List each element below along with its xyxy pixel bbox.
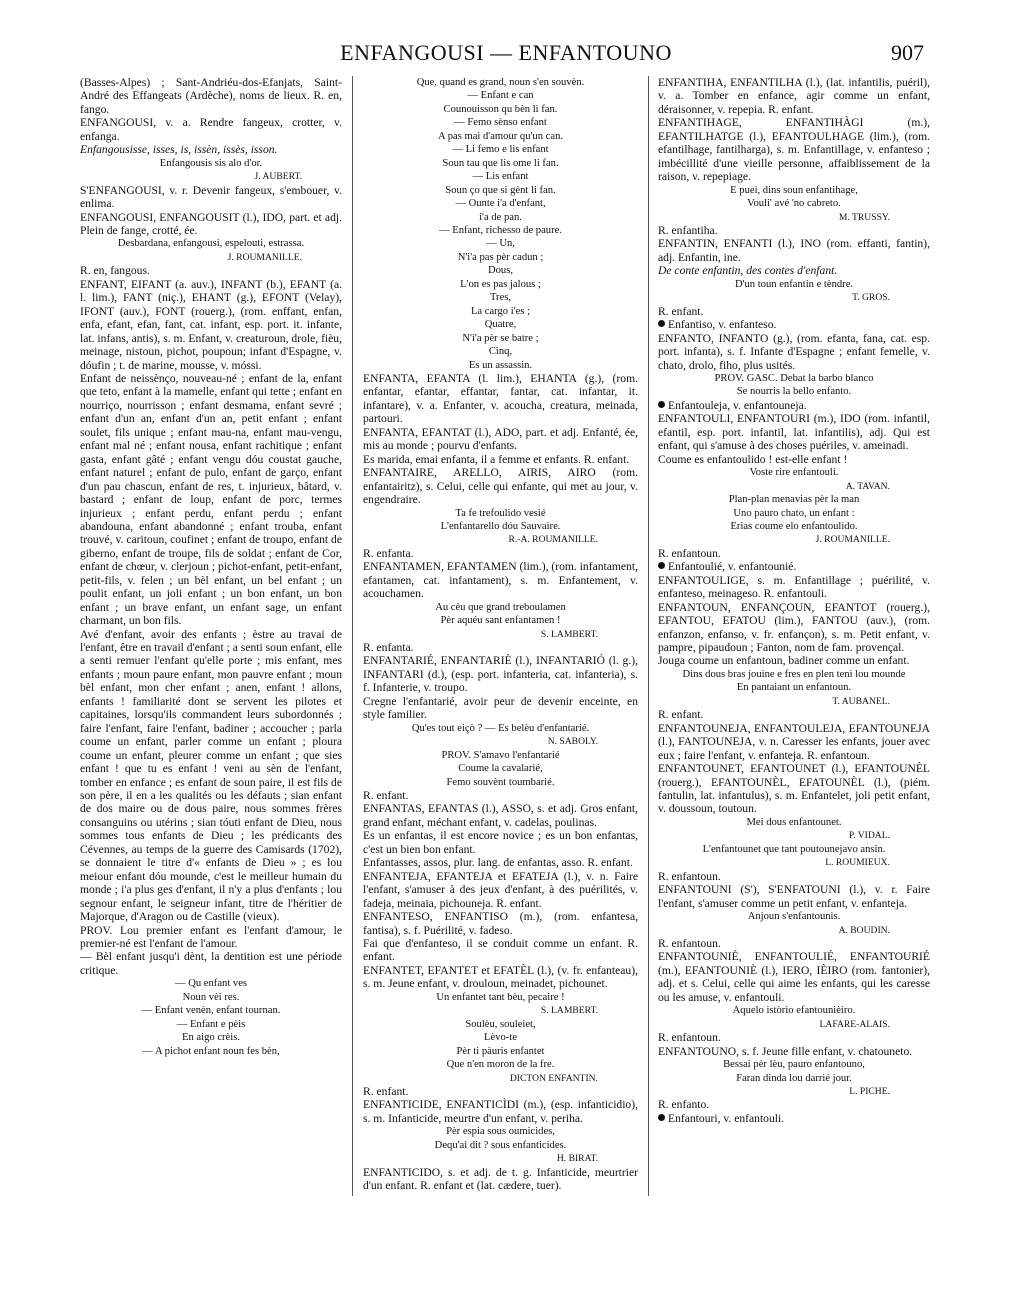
entry-text: Jouga coume un enfantoun, badiner comme un enfant.	[658, 654, 910, 668]
entry-text: Se nourris la bello enfanto.	[736, 386, 852, 398]
entry-line	[363, 359, 638, 372]
entry-text: Es un assassin.	[468, 359, 533, 371]
entry-line	[80, 924, 342, 951]
entry-text: — Bèl enfant jusqu'i dènt, la dentition est une période critique.	[80, 950, 342, 977]
entry-line	[658, 305, 930, 318]
entry-line	[363, 964, 638, 991]
entry-text: Desbardana, enfangousi, espelouti, estrassa.	[117, 238, 305, 250]
text-column-right	[658, 76, 930, 1226]
entry-text: R. enfanta.	[363, 641, 414, 655]
entry-line	[363, 762, 638, 775]
entry-line	[363, 1058, 638, 1071]
entry-text: Au cèu que grand treboulamen	[435, 601, 566, 613]
entry-text: — Enfant venèn, enfant tournan.	[141, 1005, 281, 1017]
entry-line	[363, 654, 638, 694]
entry-text: Lèvo-te	[484, 1032, 517, 1044]
entry-line	[363, 237, 638, 250]
entry-line	[80, 950, 342, 977]
entry-text: R. en, fangous.	[80, 264, 150, 278]
entry-line	[658, 601, 930, 655]
entry-line	[80, 184, 342, 211]
entry-line	[363, 453, 638, 466]
entry-text: Ta fe trefoulido vesié	[455, 507, 546, 519]
entry-text: Aquelo istòrio efantounièiro.	[732, 1005, 856, 1017]
entry-text: L'enfantarello dóu Sauvaire.	[440, 520, 561, 532]
entry-text: Soulèu, souleiet,	[465, 1018, 536, 1030]
entry-text: Soun tau que lis ome li fan.	[442, 157, 559, 169]
entry-line	[658, 520, 930, 533]
entry-text: Enfantouri, v. enfantouli.	[668, 1111, 785, 1125]
entry-line	[363, 560, 638, 600]
entry-text: Mei dous enfantounet.	[746, 816, 842, 828]
entry-text: Tres,	[489, 292, 512, 304]
entry-text: (Basses-Alpes) ; Sant-Andriéu-dos-Efanjats, Saint-André des Effangeats (Ardèche), noms de lieux. R. en, fango.	[80, 76, 342, 116]
entry-text: J. AUBERT.	[254, 171, 302, 183]
entry-text: Cregne l'enfantarié, avoir peur de devenir enceinte, en style familier.	[363, 694, 638, 722]
entry-line	[658, 574, 930, 601]
entry-line	[363, 372, 638, 426]
entry-line	[658, 829, 930, 842]
entry-line	[80, 251, 342, 264]
entry-text: En pantaiant un enfantoun.	[736, 682, 852, 694]
entry-text: ENFANTOUNEJA, ENFANTOULEJA, EFANTOUNEJA (l.), FANTOUNEJA, v. n. Caresser les enfants, jouer avec eux ; faire l'enfant, v. enfanteja. R. enfantoun.	[658, 721, 930, 762]
entry-text: M. TRUSSY.	[838, 211, 890, 223]
entry-text: ENFANTOUN, ENFANÇOUN, EFANTOT (rouerg.), EFANTOU, EFATOU (lim.), FANTOU (auv.), (rom. enfanzon, enfanso, v. fr. enfançon), s. m. Petit enfant, v. pampre, pipaudoun ; Fanton, nom de fam. provençal.	[658, 600, 930, 655]
entry-line	[658, 924, 930, 937]
entry-line	[658, 466, 930, 479]
entry-text: ENFANTOULI, ENFANTOURI (m.), IDO (rom. infantil, efantil, esp. port. infantil, lat. infantilis), adj. Qui est enfant, qui s'amuse à des choses puériles, v. ameinadi.	[658, 412, 930, 453]
entry-line	[363, 628, 638, 641]
entry-text: H. BIRAT.	[556, 1153, 598, 1165]
entry-text: — A pichot enfant noun fes bèn,	[142, 1045, 280, 1057]
entry-text: Pèr espia sous oumicides,	[446, 1126, 555, 1138]
entry-line	[363, 520, 638, 533]
entry-text: De conte enfantin, des contes d'enfant.	[658, 264, 838, 278]
entry-text: S. LAMBERT.	[540, 628, 598, 640]
entry-line	[658, 843, 930, 856]
entry-line	[363, 264, 638, 277]
entry-text: ENFANTEJA, EFANTEJA et EFATEJA (l.), v. n. Faire l'enfant, s'amuser à des jeux d'enfant, à des puérilités, v. fadeja, meinaia, pichouneja. R. enfant.	[363, 869, 638, 910]
entry-line	[363, 332, 638, 345]
entry-line	[80, 278, 342, 372]
entry-line	[658, 197, 930, 210]
entry-line	[363, 291, 638, 304]
entry-line	[363, 318, 638, 331]
entry-text: — Lis enfant	[472, 171, 529, 183]
entry-line	[658, 668, 930, 681]
entry-text: Es marida, emai enfanta, il a femme et enfants. R. enfant.	[363, 452, 630, 466]
entry-line	[80, 372, 342, 628]
entry-text: R. enfant.	[363, 789, 409, 803]
entry-text: Quatre,	[484, 319, 517, 331]
entry-line	[658, 412, 930, 452]
text-column-middle	[363, 76, 638, 1226]
entry-line	[658, 533, 930, 546]
entry-line	[363, 870, 638, 910]
entry-line	[658, 1098, 930, 1111]
entry-line	[363, 601, 638, 614]
entry-line	[363, 1166, 638, 1193]
entry-line	[658, 211, 930, 224]
entry-line	[658, 237, 930, 264]
entry-text: Anjoun s'enfantounis.	[747, 911, 841, 923]
entry-line	[658, 937, 930, 950]
entry-line	[363, 749, 638, 762]
entry-line	[80, 116, 342, 143]
entry-text: A pas mai d'amour qu'un can.	[437, 130, 564, 142]
entry-line	[80, 1031, 342, 1044]
entry-line	[658, 856, 930, 869]
entry-text: Enfangousis sis alo d'or.	[159, 157, 263, 169]
entry-line	[363, 1152, 638, 1165]
entry-line	[80, 157, 342, 170]
entry-text: — Enfant e pèis	[176, 1018, 246, 1030]
entry-text: R. enfantiha.	[658, 223, 718, 237]
page-number: 907	[891, 40, 924, 65]
entry-line	[658, 399, 930, 412]
entry-text: Es un enfantas, il est encore novice ; es un bon enfantas, c'est un bien bon enfant.	[363, 829, 638, 856]
entry-line	[80, 211, 342, 238]
entry-line	[658, 1058, 930, 1071]
entry-line	[658, 762, 930, 816]
entry-line	[363, 507, 638, 520]
entry-line	[80, 170, 342, 183]
entry-text: — Femo sènso enfant	[454, 117, 547, 129]
entry-text: Que, quand es grand, noun s'en souvèn.	[416, 77, 585, 88]
entry-text: Uno pauro chato, un enfant :	[733, 507, 855, 519]
entry-text: R. enfantoun.	[658, 1031, 721, 1045]
bullet-icon	[658, 320, 665, 327]
entry-line	[363, 547, 638, 560]
entry-text: Que n'en moron de la fre.	[446, 1059, 555, 1071]
entry-text: Vouli' avé 'no cabreto.	[747, 198, 841, 210]
entry-text: ENFANTOUNET, EFANTOUNET (l.), EFANTOUNÈL (rouerg.), EFANTOUNÈL, EFATOUNÈL (l.), (piém. fantulin, lat. infantulus), s. m. Enfantelet, joli petit enfant, v. doussoun, toutoun.	[658, 762, 930, 816]
entry-text: Faran dinda lou darrié jour.	[736, 1072, 852, 1084]
entry-line	[80, 1004, 342, 1017]
entry-text: ENFANTOULIGE, s. m. Enfantillage ; puérilité, v. enfanteso, meinageso. R. enfantouli.	[658, 573, 930, 601]
entry-text: Qu'es tout eiçò ? — Es belèu d'enfantarié.	[411, 722, 590, 734]
entry-line	[363, 1139, 638, 1152]
entry-text: — Li femo e lis enfant	[452, 144, 549, 156]
entry-line	[363, 1098, 638, 1125]
entry-text: Noun vèi res.	[182, 991, 240, 1003]
entry-text: — Qu enfant ves	[174, 978, 248, 990]
entry-text: A. TAVAN.	[845, 480, 890, 492]
entry-line	[658, 291, 930, 304]
entry-text: i'a de pan.	[479, 211, 522, 223]
entry-text: Dequ'ai dit ? sous enfanticides.	[434, 1139, 567, 1151]
entry-line	[363, 76, 638, 89]
entry-line	[363, 426, 638, 453]
entry-text: Dous,	[487, 265, 513, 277]
entry-line	[363, 735, 638, 748]
column-divider-left	[352, 76, 353, 1196]
entry-text: Cinq,	[488, 346, 513, 358]
entry-text: ENFANTICIDE, ENFANTICÌDI (m.), (esp. infanticidio), s. m. Infanticide, meurtre d'un enfant, v. periha.	[363, 1098, 638, 1125]
entry-line	[363, 789, 638, 802]
entry-line	[80, 143, 342, 156]
entry-text: Enfantouleja, v. enfantouneja.	[668, 398, 807, 412]
entry-line	[363, 533, 638, 546]
entry-line	[658, 184, 930, 197]
entry-line	[363, 251, 638, 264]
entry-text: ENFANTAIRE, ARELLO, AIRIS, AIRO (rom. enfantairitz), s. Celui, celle qui enfante, qui met au jour, v. engendraire.	[363, 466, 638, 507]
entry-line	[658, 76, 930, 116]
entry-text: ENFANTARIÉ, ENFANTARIÈ (l.), INFANTARIÓ (l. g.), INFANTARI (d.), (esp. port. infanteria, cat. infanteria), s. f. Infanterie, v. troupo.	[363, 654, 638, 695]
entry-text: ENFANTOUNI (S'), S'ENFATOUNI (l.), v. r. Faire l'enfant, s'amuser comme un petit enfant, v. enfanteja.	[658, 883, 930, 910]
entry-line	[363, 116, 638, 129]
entry-text: N. SABOLY.	[547, 736, 598, 748]
entry-line	[363, 722, 638, 735]
entry-text: — Enfant, richesso de paure.	[439, 224, 562, 236]
entry-text: Enfant de neissènço, nouveau-né ; enfant de la, enfant que teto, enfant à la mamelle, enfant qui tette ; enfant en nourriço, nourrisson ; enfant desmama, enfant sevré ; enfant d'un an, enfant d'un an, petit enfant ; enfant soulet, fils unique ; enfant mau-na, enfant mau-vengu, enfant mal né ; enfant nousa, enfant rachitique ; enfant gasta, enfant gâté ; enfant vengu dóu coustat gauche, enfant naturel ; enfant de pulo, enfant de garço, enfant d'un pau chascun, enfant de res, t. injurieux, bâtard, v. bastard ; enfant de loup, enfant de porc, termes injurieux ; enfant perdu, enfant perdu ; enfant abandouna, enfant abandonné ; enfant trouba, enfant trouvé, v. caritoun, coufinet ; enfant de troupo, enfant de giberno, enfant de troupe, fils de soldat ; enfant de Cor, enfant de chœur, v. clerjoun ; pichot-enfant, petit-enfant, petit-fils, v. felen ; un bèl enfant, un bel enfant ; un poulit enfant, un joli enfant ; un bon enfant, un bon enfant ; un brave enfant, un enfant sage, un enfant charmant, un bon fils.	[80, 371, 342, 628]
entry-text: ENFANTESO, ENFANTISO (m.), (rom. enfantesa, fantisa), s. f. Puérilité, v. fadeso.	[363, 910, 638, 937]
entry-line	[363, 278, 638, 291]
entry-text: Enfantoulié, v. enfantounié.	[668, 560, 797, 574]
entry-line	[658, 1072, 930, 1085]
entry-line	[363, 224, 638, 237]
text-column-left	[80, 76, 342, 1226]
entry-line	[658, 560, 930, 573]
entry-line	[363, 170, 638, 183]
entry-text: R. enfanto.	[658, 1098, 710, 1112]
entry-line	[80, 628, 342, 924]
entry-line	[363, 776, 638, 789]
entry-text: Voste rire enfantouli.	[749, 467, 839, 479]
entry-text: L. ROUMIEUX.	[825, 857, 890, 869]
entry-line	[658, 480, 930, 493]
entry-line	[658, 264, 930, 277]
entry-text: E puei, dins soun enfantihage,	[730, 184, 858, 196]
entry-text: Avé d'enfant, avoir des enfants ; èstre au travai de l'enfant, être en travail d'enfant ; a senti soun enfant, elle a senti remuer l'enfant qu'elle porte ; mis enfant, mes enfants ; moun paure enfant, mon pauvre enfant ; moun bèl enfant, mon cher enfant ; anen, enfant ! allons, enfants ! familiarité dont se servent les pilotes et capitaines, lorsqu'ils commandent leurs subordonnés ; faire l'enfant, faire l'enfant, badiner ; accoucher ; parla coume un enfant, parler comme un enfant ; ploura coume un enfant, pleurer comme un enfant ; que sies enfant ! que tu es enfant ! veni au sèn de l'enfant, tomber en enfance ; es enfant de soun paire, il est fils de son père, il en a les qualités ou les défauts ; sian enfant de dos maire ou de dous paire, nous sommes frères consanguins ou utérins ; sian tóuti enfant de Dieu, nous sommes tous enfants de Dieu ; les prédicants des Cévennes, au temps de la guerre des Camisards (1702), se donnaient le titre d'« enfants de Dieu » ; es lou meiour enfant dóu mounde, c'est le meilleur humain du monde ; i'a plus ges d'enfant, il n'y a plus d'enfants ; lou segnour enfant, le seigneur infant, titre de l'héritier de Majorque, d'Aragon ou de Castille (vieux).	[80, 627, 342, 924]
entry-line	[658, 547, 930, 560]
entry-text: Bessai pèr lèu, pauro enfantouno,	[723, 1059, 865, 1071]
entry-line	[363, 937, 638, 964]
entry-text: ENFANTET, EFANTET et EFATÈL (l.), (v. fr. enfanteau), s. m. Jeune enfant, v. drouloun, meinadet, pichounet.	[363, 963, 638, 991]
entry-line	[363, 991, 638, 1004]
entry-text: ENFANTIHA, ENFANTILHA (l.), (lat. infantilis, puéril), v. a. Tomber en enfance, agir comme un enfant, déraisonner, v. repepia. R. enfant.	[658, 76, 930, 116]
entry-line	[658, 870, 930, 883]
entry-text: ENFANT, EIFANT (a. auv.), INFANT (b.), EFANT (a. l. lim.), FANT (niç.), EHANT (g.), EFONT (Velay), IFONT (auv.), FONT (rouerg.), (rom. enffant, enfan, enfa, efant, efan, fant, cat. infant, esp. port. it. infante, lat. infans, antis), s. m. Enfant, v. creaturoun, drole, fièu, meinage, nistoun, pichot, poupoun; infant d'Espagne, v. dóufin ; t. de marine, mousse, v. móssi.	[80, 277, 342, 372]
entry-text: Enfantiso, v. enfanteso.	[668, 318, 777, 332]
entry-text: Plan-plan menavias pèr la man	[728, 494, 860, 506]
entry-line	[658, 722, 930, 762]
entry-line	[658, 950, 930, 1004]
entry-line	[658, 910, 930, 923]
entry-line	[658, 224, 930, 237]
entry-text: R. enfantoun.	[658, 546, 721, 560]
entry-line	[658, 372, 930, 385]
column-divider-right	[648, 76, 649, 1196]
entry-line	[363, 143, 638, 156]
entry-text: S'ENFANGOUSI, v. r. Devenir fangeux, s'embouer, v. enlima.	[80, 183, 342, 211]
entry-line	[658, 493, 930, 506]
entry-text: Enfangousisse, isses, is, issèn, issès, isson.	[80, 143, 278, 157]
entry-line	[658, 1085, 930, 1098]
entry-text: PROV. Lou premier enfant es l'enfant d'amour, le premier-né est l'enfant de l'amour.	[80, 923, 342, 950]
bullet-icon	[658, 1114, 665, 1121]
entry-text: L'on es pas jalous ;	[460, 278, 541, 290]
entry-line	[363, 614, 638, 627]
entry-text: R. enfant.	[363, 1084, 409, 1098]
entry-line	[658, 278, 930, 291]
entry-text: ENFANTAMEN, EFANTAMEN (lim.), (rom. infantament, efantamen, cat. infantament), s. m. Enfantement, v. acouchamen.	[363, 560, 638, 601]
entry-line	[80, 977, 342, 990]
entry-line	[658, 708, 930, 721]
entry-text: J. ROUMANILLE.	[815, 534, 890, 546]
entry-text: Erias coume elo enfantoulido.	[730, 520, 858, 532]
entry-line	[658, 318, 930, 331]
entry-text: ENFANTIHAGE, ENFANTIHÀGI (m.), EFANTILHATGE (l.), EFANTOULHAGE (lim.), (rom. efantilhage, fantilharga), s. m. Enfantillage, v. enfanteso ; imbécillité d'une vieille personne, affaiblissement de la raison, v. repepiage.	[658, 116, 930, 184]
entry-line	[658, 453, 930, 466]
entry-text: Enfantasses, assos, plur. lang. de enfantas, asso. R. enfant.	[363, 856, 633, 870]
entry-text: DICTON ENFANTIN.	[509, 1072, 598, 1084]
entry-line	[363, 157, 638, 170]
entry-line	[658, 332, 930, 372]
entry-text: Dins dous bras jouine e fres en plen tenì lou mounde	[682, 668, 906, 680]
entry-line	[363, 211, 638, 224]
entry-text: Coume es enfantoulido ! est-elle enfant !	[658, 452, 848, 466]
entry-text: L'enfantounet que tant poutounejavo ansin.	[702, 843, 886, 855]
entry-text: ENFANTAS, EFANTAS (l.), ASSO, s. et adj. Gros enfant, grand enfant, méchant enfant, v. cadelas, poulinas.	[363, 802, 638, 829]
entry-line	[363, 184, 638, 197]
entry-line	[363, 695, 638, 722]
entry-line	[363, 1125, 638, 1138]
entry-line	[363, 466, 638, 506]
entry-line	[658, 1018, 930, 1031]
bullet-icon	[658, 401, 665, 408]
entry-text: En aigo crèis.	[182, 1032, 240, 1044]
entry-text: Soun ço que si gènt li fan.	[445, 184, 556, 196]
entry-line	[658, 1004, 930, 1017]
entry-text: N'i'a pas pèr cadun ;	[457, 251, 544, 263]
entry-line	[363, 910, 638, 937]
entry-line	[363, 641, 638, 654]
entry-text: ENFANTOUNO, s. f. Jeune fille enfant, v. chatouneto.	[658, 1044, 913, 1058]
entry-text: J. ROUMANILLE.	[227, 251, 302, 263]
entry-line	[363, 103, 638, 116]
entry-text: Coume la cavalarié,	[458, 763, 543, 775]
entry-line	[363, 1004, 638, 1017]
entry-line	[80, 264, 342, 277]
entry-text: R. enfant.	[658, 708, 704, 722]
entry-line	[658, 883, 930, 910]
entry-text: ENFANTIN, ENFANTI (l.), INO (rom. effanti, fantin), adj. Enfantin, ine.	[658, 237, 930, 264]
entry-line	[658, 1045, 930, 1058]
entry-text: R. enfantoun.	[658, 937, 721, 950]
bullet-icon	[658, 562, 665, 569]
entry-line	[363, 89, 638, 102]
entry-text: — Ounte i'a d'enfant,	[455, 198, 546, 210]
entry-text: ENFANGOUSI, v. a. Rendre fangeux, crotter, v. enfanga.	[80, 116, 342, 143]
entry-text: D'un toun enfantin e tèndre.	[734, 278, 854, 290]
entry-line	[658, 695, 930, 708]
entry-line	[80, 1018, 342, 1031]
entry-text: ENFANTA, EFANTAT (l.), ADO, part. et adj. Enfanté, ée, mis au monde ; pourvu d'enfants.	[363, 425, 638, 453]
entry-text: R.-A. ROUMANILLE.	[508, 534, 598, 546]
entry-line	[80, 237, 342, 250]
entry-text: Pèr ti pàuris enfantet	[456, 1045, 545, 1057]
entry-line	[658, 116, 930, 183]
entry-text: Counouisson qu bèn li fan.	[443, 103, 558, 115]
entry-line	[658, 681, 930, 694]
entry-line	[363, 1072, 638, 1085]
entry-text: R. enfant.	[658, 304, 704, 318]
entry-text: PROV. S'amavo l'enfantarié	[441, 749, 560, 761]
entry-text: ENFANTOUNIÉ, ENFANTOULIÉ, ENFANTOURIÉ (m.), EFANTOUNIÈ (l.), IERO, IÈIRO (rom. fantonier), adj. et s. Celui, celle qui aime les enfants, qui les caresse ou les amuse, v. enfantouli.	[658, 950, 930, 1004]
entry-text: S. LAMBERT.	[540, 1005, 598, 1017]
entry-line	[363, 1018, 638, 1031]
entry-line	[658, 1031, 930, 1044]
entry-line	[80, 76, 342, 116]
entry-text: N'i'a pèr se batre ;	[462, 332, 539, 344]
entry-line	[363, 305, 638, 318]
entry-line	[363, 345, 638, 358]
entry-line	[80, 991, 342, 1004]
entry-text: P. VIDAL.	[848, 830, 890, 842]
entry-line	[363, 130, 638, 143]
entry-text: La cargo i'es ;	[470, 305, 531, 317]
entry-text: T. GROS.	[852, 292, 890, 304]
entry-text: A. BOUDIN.	[838, 924, 890, 936]
entry-text: L. PICHE.	[849, 1085, 890, 1097]
entry-text: — Enfant e can	[467, 90, 534, 102]
entry-text: ENFANTA, EFANTA (l. lim.), EHANTA (g.), (rom. enfantar, efantar, effantar, fantar, cat. infantar, it. infantare), v. a. Enfanter, v. acoucha, creatura, meinada, partouri.	[363, 371, 638, 426]
entry-text: Un enfantet tant bèu, pecaire !	[436, 991, 565, 1003]
entry-text: LAFARE-ALAIS.	[819, 1018, 890, 1030]
entry-line	[363, 1045, 638, 1058]
entry-line	[658, 816, 930, 829]
entry-line	[658, 1112, 930, 1125]
entry-text: R. enfantoun.	[658, 869, 721, 883]
entry-text: Femo souvènt toumbarié.	[446, 776, 555, 788]
entry-line	[363, 829, 638, 856]
entry-text: PROV. GASC. Debat la barbo blanco	[714, 372, 874, 384]
entry-text: Pèr aquéu sant enfantamen !	[440, 615, 561, 627]
entry-line	[363, 856, 638, 869]
entry-text: ENFANTICIDO, s. et adj. de t. g. Infanticide, meurtrier d'un enfant. R. enfant et (lat. cædere, tuer).	[363, 1165, 638, 1193]
entry-line	[658, 385, 930, 398]
entry-line	[363, 197, 638, 210]
page-header	[80, 38, 932, 68]
entry-line	[363, 802, 638, 829]
entry-line	[658, 507, 930, 520]
entry-text: ENFANTO, INFANTO (g.), (rom. efanta, fana, cat. esp. port. infanta), s. f. Infante d'Espagne ; enfant femelle, v. chato, drolo, fiho, plus usités.	[658, 331, 930, 372]
entry-line	[363, 1085, 638, 1098]
entry-line	[658, 654, 930, 667]
entry-text: R. enfanta.	[363, 546, 414, 560]
entry-text: T. AUBANEL.	[832, 695, 890, 707]
entry-line	[363, 1031, 638, 1044]
entry-text: ENFANGOUSI, ENFANGOUSIT (l.), IDO, part. et adj. Plein de fange, crotté, ée.	[80, 210, 342, 237]
entry-text: Fai que d'enfanteso, il se conduit comme un enfant. R. enfant.	[363, 937, 638, 964]
entry-text: — Un,	[486, 238, 515, 250]
page-title: ENFANGOUSI — ENFANTOUNO	[340, 40, 672, 65]
entry-line	[80, 1045, 342, 1058]
